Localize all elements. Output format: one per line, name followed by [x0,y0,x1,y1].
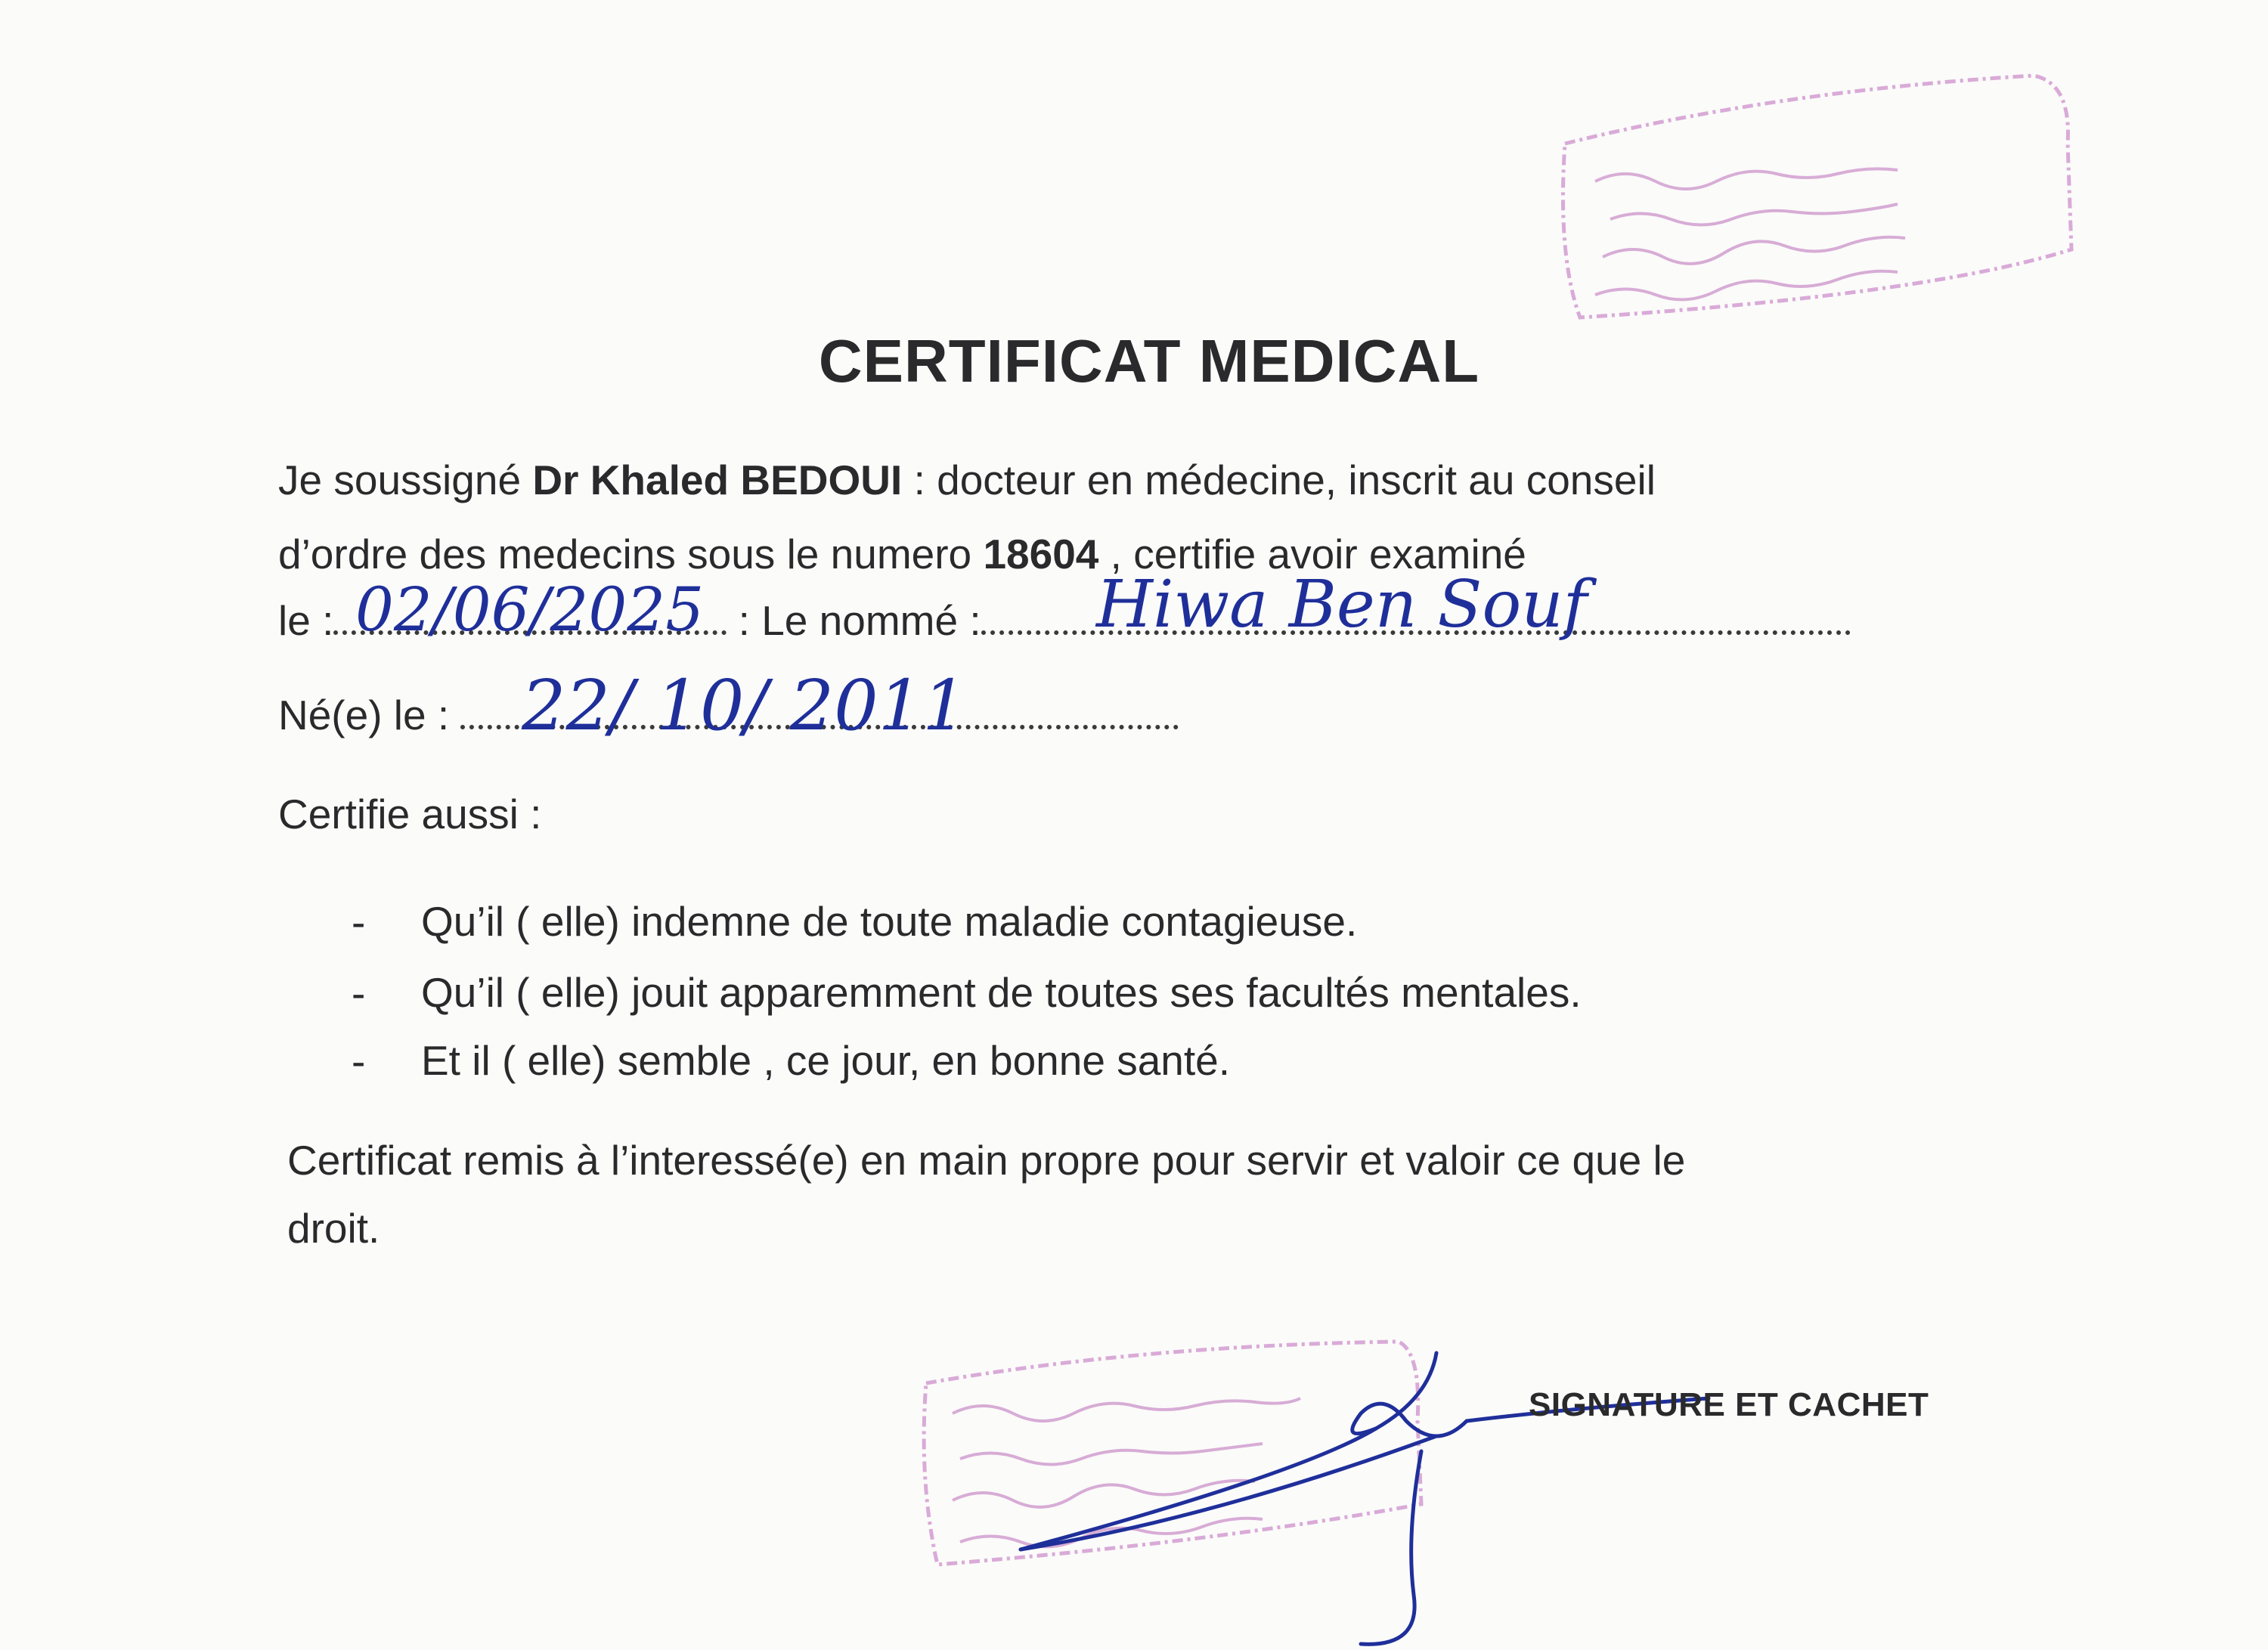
bullet-marker-3: - [352,1038,366,1085]
birth-label: Né(e) le : [278,692,450,738]
name-label: : Le nommé : [738,597,981,644]
top-stamp [1550,68,2079,325]
bullet-item-1: Qu’il ( elle) indemne de toute maladie contagieuse. [421,898,1358,945]
je-soussigne-text: Je soussigné [278,457,522,503]
intro-line-2-start: d’ordre des medecins sous le numero [278,531,972,577]
exam-date-label: le : [278,597,334,644]
signature-scribble [983,1338,1739,1650]
signature-label: SIGNATURE ET CACHET [1529,1386,1929,1423]
intro-line-1-rest: : docteur en médecine, inscrit au conseil [913,457,1656,503]
page-title: CERTIFICAT MEDICAL [818,327,1480,395]
closing-line-2: droit. [287,1205,380,1252]
birth-date-handwritten: 22/ 10/ 2011 [522,665,967,746]
doctor-name: Dr Khaled BEDOUI [532,457,903,503]
name-handwritten: Hiwa Ben Souf [1096,567,1588,642]
bullet-marker-1: - [352,899,366,946]
bullet-item-3: Et il ( elle) semble , ce jour, en bonne santé. [421,1037,1231,1084]
bullet-marker-2: - [352,970,366,1017]
exam-date-handwritten: 02/06/2025 [355,574,705,645]
order-number: 18604 [983,531,1099,577]
intro-line-1 [278,457,1656,503]
bullet-item-2: Qu’il ( elle) jouit apparemment de toutes ses facultés mentales. [421,969,1582,1016]
certifie-aussi: Certifie aussi : [278,791,542,837]
intro-line-2-end: , certifie avoir examiné [1110,531,1526,577]
closing-line-1: Certificat remis à l’interessé(e) en main propre pour servir et valoir ce que le [287,1137,1686,1184]
